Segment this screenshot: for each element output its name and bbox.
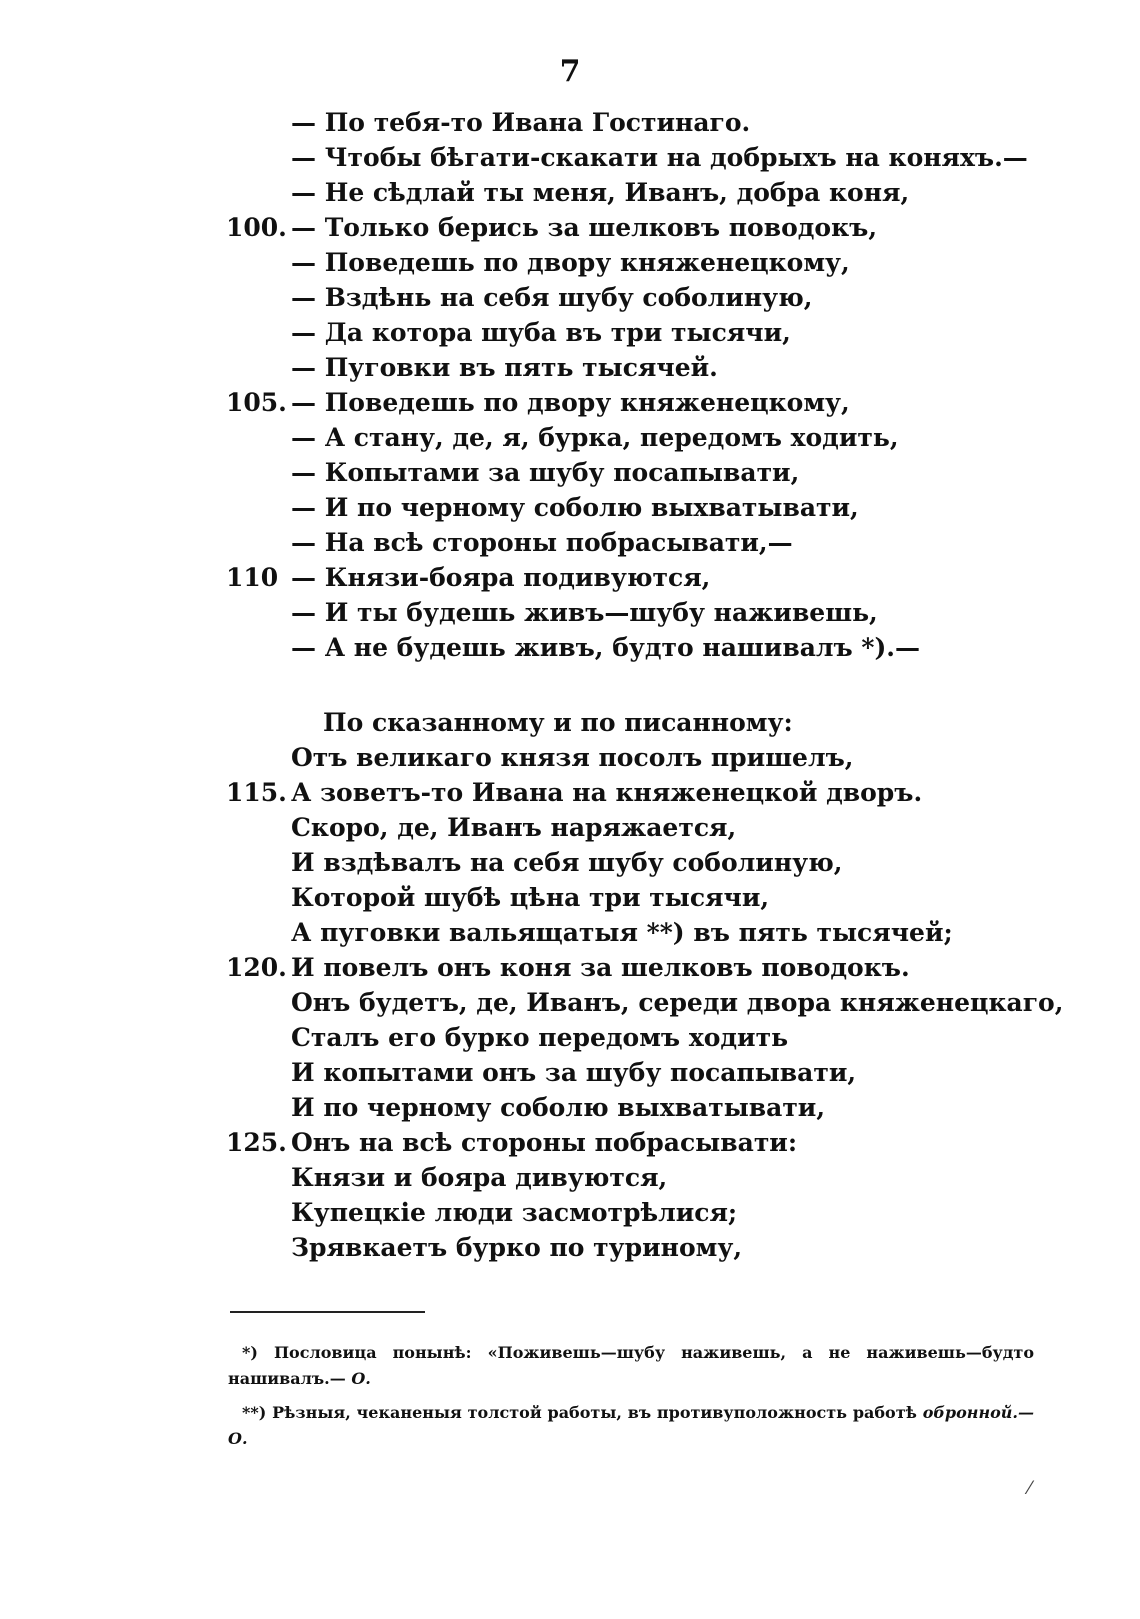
line-text: По сказанному и по писанному: bbox=[323, 708, 793, 737]
line-text: — Князи-бояра подивуются, bbox=[291, 563, 711, 592]
verse-line bbox=[0, 595, 1140, 630]
line-text: Онъ будетъ, де, Иванъ, середи двора княженецкаго, bbox=[291, 988, 1064, 1017]
line-text: Отъ великаго князя посолъ пришелъ, bbox=[291, 743, 854, 772]
verse-line bbox=[0, 1230, 1140, 1265]
verse-heading bbox=[0, 705, 1140, 740]
verse-line bbox=[0, 175, 1140, 210]
verse-line bbox=[0, 210, 1140, 245]
verse-line bbox=[0, 775, 1140, 810]
line-text: — Вздѣнь на себя шубу соболиную, bbox=[291, 283, 813, 312]
verse-line bbox=[0, 810, 1140, 845]
line-text: Князи и бояра дивуются, bbox=[291, 1163, 668, 1192]
line-text: Скоро, де, Иванъ наряжается, bbox=[291, 813, 737, 842]
verse-line bbox=[0, 315, 1140, 350]
footnote-text: Пословица понынѣ: «Поживешь—шубу наживешь, а не наживешь—будто нашивалъ.— bbox=[228, 1343, 1034, 1388]
verse-line bbox=[0, 525, 1140, 560]
verse-line bbox=[0, 1090, 1140, 1125]
verse-line bbox=[0, 140, 1140, 175]
verse-line bbox=[0, 1125, 1140, 1160]
line-text: — Чтобы бѣгати-скакати на добрыхъ на коняхъ.— bbox=[291, 143, 1028, 172]
footnote-mark: **) bbox=[242, 1403, 267, 1422]
footnote-author: О. bbox=[228, 1429, 248, 1448]
line-text: Купецкіе люди засмотрѣлися; bbox=[291, 1198, 738, 1227]
line-number: 115. bbox=[226, 778, 287, 807]
footnote-italic-word: обронной.— bbox=[922, 1403, 1034, 1422]
line-text: — Пуговки въ пять тысячей. bbox=[291, 353, 718, 382]
footnote-author: О. bbox=[351, 1369, 371, 1388]
verse-line bbox=[0, 1020, 1140, 1055]
verse-line bbox=[0, 845, 1140, 880]
line-text: — А не будешь живъ, будто нашивалъ *).— bbox=[291, 633, 921, 662]
line-text: — И по черному соболю выхватывати, bbox=[291, 493, 859, 522]
verse-block-2 bbox=[0, 705, 1140, 1265]
verse-line bbox=[0, 1195, 1140, 1230]
line-text: И по черному соболю выхватывати, bbox=[291, 1093, 826, 1122]
footnote-separator bbox=[230, 1311, 425, 1313]
line-text: Зрявкаетъ бурко по туриному, bbox=[291, 1233, 743, 1262]
line-number: 100. bbox=[226, 213, 287, 242]
line-text: Онъ на всѣ стороны побрасывати: bbox=[291, 1128, 798, 1157]
verse-line bbox=[0, 560, 1140, 595]
verse-line bbox=[0, 385, 1140, 420]
line-text: — А стану, де, я, бурка, передомъ ходить, bbox=[291, 423, 899, 452]
line-text: — Да котора шуба въ три тысячи, bbox=[291, 318, 791, 347]
verse-line bbox=[0, 880, 1140, 915]
verse-line bbox=[0, 915, 1140, 950]
line-text: — И ты будешь живъ—шубу наживешь, bbox=[291, 598, 878, 627]
verse-line bbox=[0, 350, 1140, 385]
line-text: — Поведешь по двору княженецкому, bbox=[291, 248, 850, 277]
print-speck: ⁄ bbox=[1028, 1478, 1032, 1499]
footnote-2 bbox=[228, 1400, 1034, 1452]
line-text: Сталъ его бурко передомъ ходить bbox=[291, 1023, 789, 1052]
verse-line bbox=[0, 280, 1140, 315]
line-text: — На всѣ стороны побрасывати,— bbox=[291, 528, 793, 557]
line-number: 125. bbox=[226, 1128, 287, 1157]
line-number: 105. bbox=[226, 388, 287, 417]
verse-line bbox=[0, 455, 1140, 490]
line-text: — Только берись за шелковъ поводокъ, bbox=[291, 213, 878, 242]
line-text: И повелъ онъ коня за шелковъ поводокъ. bbox=[291, 953, 910, 982]
line-number: 110 bbox=[226, 563, 279, 592]
verse-line bbox=[0, 105, 1140, 140]
verse-line bbox=[0, 1055, 1140, 1090]
verse-line bbox=[0, 950, 1140, 985]
line-number: 120. bbox=[226, 953, 287, 982]
footnote-mark: *) bbox=[242, 1343, 258, 1362]
line-text: — Копытами за шубу посапывати, bbox=[291, 458, 800, 487]
line-text: И копытами онъ за шубу посапывати, bbox=[291, 1058, 857, 1087]
verse-line bbox=[0, 490, 1140, 525]
line-text: — По тебя-то Ивана Гостинаго. bbox=[291, 108, 751, 137]
verse-line bbox=[0, 1160, 1140, 1195]
verse-line bbox=[0, 630, 1140, 665]
verse-line bbox=[0, 740, 1140, 775]
verse-line bbox=[0, 245, 1140, 280]
page-number: 7 bbox=[559, 54, 581, 89]
line-text: А пуговки вальящатыя **) въ пять тысячей; bbox=[291, 918, 953, 947]
verse-block-1 bbox=[0, 105, 1140, 665]
verse-line bbox=[0, 420, 1140, 455]
line-text: А зоветъ-то Ивана на княженецкой дворъ. bbox=[291, 778, 923, 807]
verse-line bbox=[0, 985, 1140, 1020]
line-text: — Не сѣдлай ты меня, Иванъ, добра коня, bbox=[291, 178, 910, 207]
footnote-1 bbox=[228, 1340, 1034, 1392]
line-text: Которой шубѣ цѣна три тысячи, bbox=[291, 883, 770, 912]
line-text: — Поведешь по двору княженецкому, bbox=[291, 388, 850, 417]
footnote-text: Рѣзныя, чеканеныя толстой работы, въ противуположность работѣ bbox=[272, 1403, 917, 1422]
line-text: И вздѣвалъ на себя шубу соболиную, bbox=[291, 848, 843, 877]
footnotes bbox=[228, 1340, 1034, 1460]
